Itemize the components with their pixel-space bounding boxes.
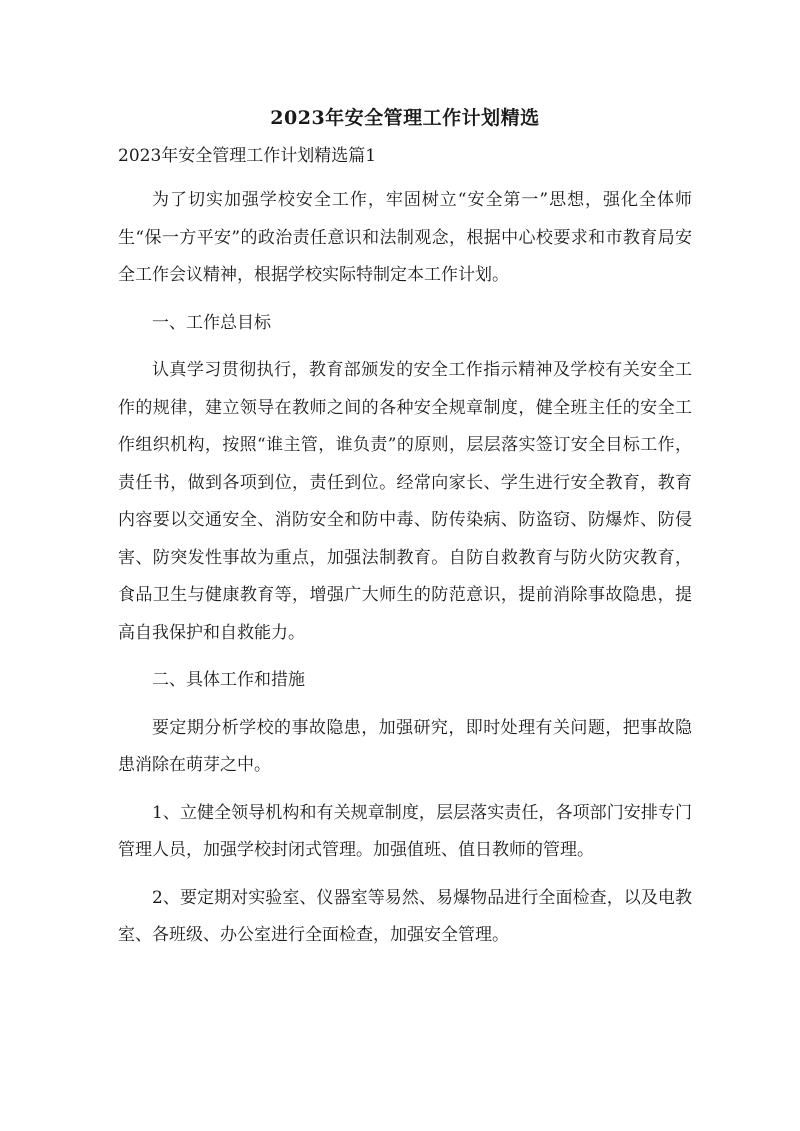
document-page	[118, 100, 692, 965]
measure-item-2: 2、要定期对实验室、仪器室等易然、易爆物品进行全面检查，以及电教室、各班级、办公室进行全面检查，加强安全管理。	[118, 887, 692, 945]
measure-item-1: 1、立健全领导机构和有关规章制度，层层落实责任，各项部门安排专门管理人员，加强学校封闭式管理。加强值班、值日教师的管理。	[118, 802, 692, 860]
section-heading-measures: 二、具体工作和措施	[152, 670, 305, 690]
document-title: 2023年安全管理工作计划精选	[270, 107, 540, 129]
section-heading-goals: 一、工作总目标	[152, 312, 271, 333]
goals-paragraph: 认真学习贯彻执行，教育部颁发的安全工作指示精神及学校有关安全工作的规律，建立领导在教师之间的各种安全规章制度，健全班主任的安全工作组织机构，按照“谁主管，谁负责”的原则，层层落实签订安全目标工作，责任书，做到各项到位，责任到位。经常向家长、学生进行安全教育，教育内容要以交通安全、消防安全和防中毒、防传染病、防盗窃、防爆炸、防侵害、防突发性事故为重点，加强法制教育。自防自救教育与防火防灾教育，食品卫生与健康教育等，增强广大师生的防范意识，提前消除事故隐患，提高自我保护和自救能力。	[118, 360, 692, 643]
intro-paragraph: 为了切实加强学校安全工作，牢固树立“安全第一”思想，强化全体师生“保一方平安”的政治责任意识和法制观念，根据中心校要求和市教育局安全工作会议精神，根据学校实际特制定本工作计划。	[118, 190, 692, 285]
measures-paragraph: 要定期分析学校的事故隐患，加强研究，即时处理有关问题，把事故隐患消除在萌芽之中。	[118, 717, 692, 775]
document-subtitle: 2023年安全管理工作计划精选篇1	[118, 146, 377, 166]
